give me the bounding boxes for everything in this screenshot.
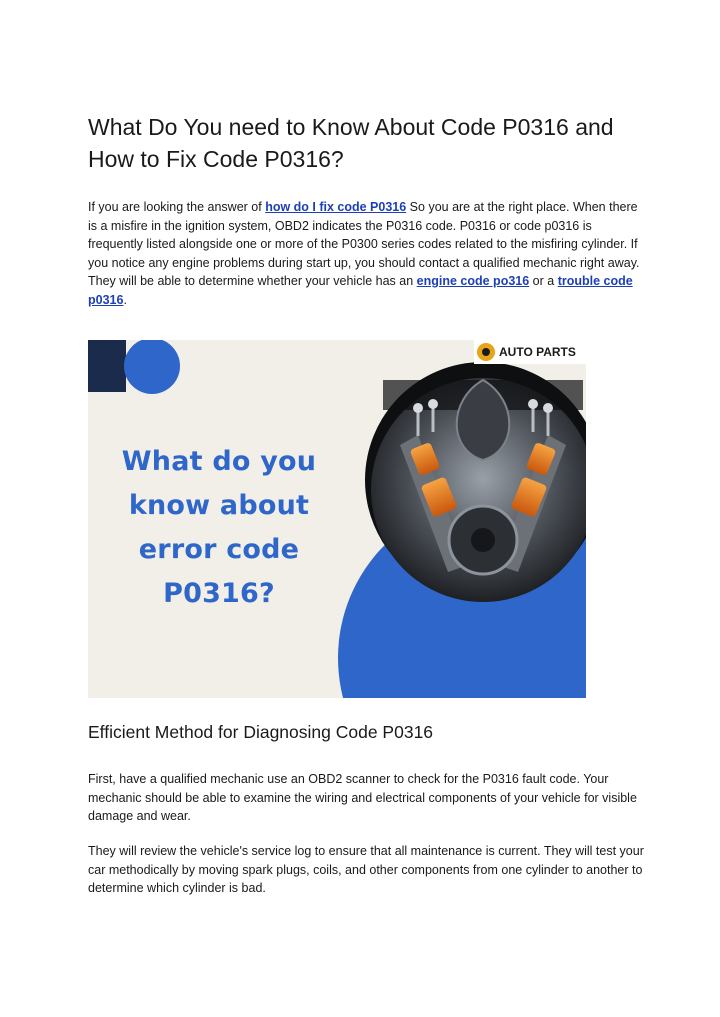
- intro-text-2: So you are at the right place. When there is a misfire in the ignition system, OBD2 indicates the P0316 code. P0316 or code p0316 is frequently listed alongside one or more of the P0300 series codes related to the misfiring cylinder. If you notice any engine problems during start up, you should contact a qualified mechanic right away. They will be able to determine whether your vehicle has an: [88, 200, 640, 288]
- navy-corner-block: [88, 340, 126, 392]
- steering-wheel-icon: [477, 343, 495, 361]
- hero-headline: [88, 440, 350, 616]
- intro-paragraph: [88, 198, 648, 309]
- hero-image: [88, 340, 586, 698]
- hero-headline-line-4: P0316?: [163, 578, 275, 609]
- link-how-do-i-fix-code[interactable]: how do I fix code P0316: [265, 200, 407, 214]
- engine-illustration: [371, 378, 586, 602]
- auto-parts-logo: [474, 340, 586, 364]
- link-trouble-code[interactable]: trouble code p0316: [88, 274, 633, 307]
- article-title: What Do You need to Know About Code P0316 and How to Fix Code P0316?: [88, 114, 614, 172]
- section-heading: Efficient Method for Diagnosing Code P0316: [88, 722, 434, 742]
- hero-headline-line-2: know about: [128, 490, 310, 521]
- intro-text-end: .: [123, 292, 127, 307]
- hero-headline-line-3: error code: [138, 534, 300, 565]
- hero-headline-line-1: What do you: [121, 446, 317, 477]
- logo-text: AUTO PARTS: [499, 345, 576, 359]
- intro-text-3: or a: [529, 274, 558, 288]
- intro-text-1: If you are looking the answer of: [88, 200, 266, 214]
- paragraph-service-log: They will review the vehicle's service log to ensure that all maintenance is current. They will test your car methodically by moving spark plugs, coils, and other components from one cylinder to another to determine which cylinder is bad.: [88, 844, 644, 895]
- blue-dot: [124, 340, 180, 394]
- link-engine-code[interactable]: engine code po316: [416, 274, 530, 288]
- paragraph-diagnosis: First, have a qualified mechanic use an OBD2 scanner to check for the P0316 fault code. Your mechanic should be able to examine the wiring and electrical components of your vehicle for visible damage and wear.: [88, 772, 637, 823]
